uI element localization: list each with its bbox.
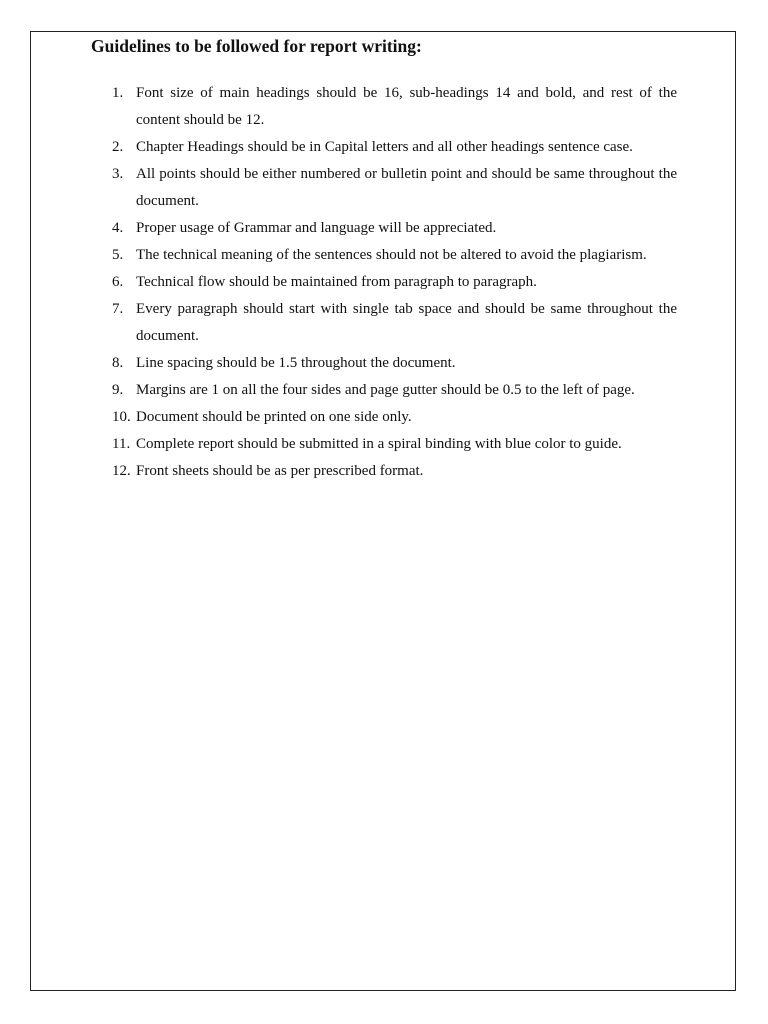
item-number: 6. [112,274,124,290]
list-item [112,161,677,215]
list-item [112,458,677,485]
item-number: 1. [112,85,124,101]
list-item [112,350,677,377]
item-text: Line spacing should be 1.5 throughout the document. [136,355,456,371]
list-item [112,269,677,296]
item-text: Front sheets should be as per prescribed format. [136,463,424,479]
item-number: 11. [112,436,131,452]
item-number: 10. [112,409,131,425]
item-text: Complete report should be submitted in a spiral binding with blue color to guide. [136,436,622,452]
item-number: 3. [112,166,124,182]
item-text: Font size of main headings should be 16, sub-headings 14 and bold, and rest of the content should be 12. [136,85,677,128]
item-number: 8. [112,355,124,371]
list-item [112,404,677,431]
item-number: 2. [112,139,124,155]
list-item [112,431,677,458]
item-number: 7. [112,301,124,317]
list-item [112,134,677,161]
item-number: 5. [112,247,124,263]
item-text: Chapter Headings should be in Capital letters and all other headings sentence case. [136,139,633,155]
item-number: 12. [112,463,131,479]
list-item [112,215,677,242]
item-text: Every paragraph should start with single tab space and should be same throughout the document. [136,301,677,344]
document-heading: Guidelines to be followed for report writing: [91,36,422,56]
item-number: 4. [112,220,124,236]
item-text: The technical meaning of the sentences should not be altered to avoid the plagiarism. [136,247,647,263]
item-text: Margins are 1 on all the four sides and page gutter should be 0.5 to the left of page. [136,382,635,398]
list-item [112,242,677,269]
item-text: All points should be either numbered or bulletin point and should be same throughout the document. [136,166,677,209]
list-item [112,296,677,350]
guideline-list [112,80,677,485]
item-number: 9. [112,382,124,398]
item-text: Document should be printed on one side only. [136,409,412,425]
list-item [112,80,677,134]
item-text: Proper usage of Grammar and language will be appreciated. [136,220,497,236]
item-text: Technical flow should be maintained from paragraph to paragraph. [136,274,537,290]
list-item [112,377,677,404]
